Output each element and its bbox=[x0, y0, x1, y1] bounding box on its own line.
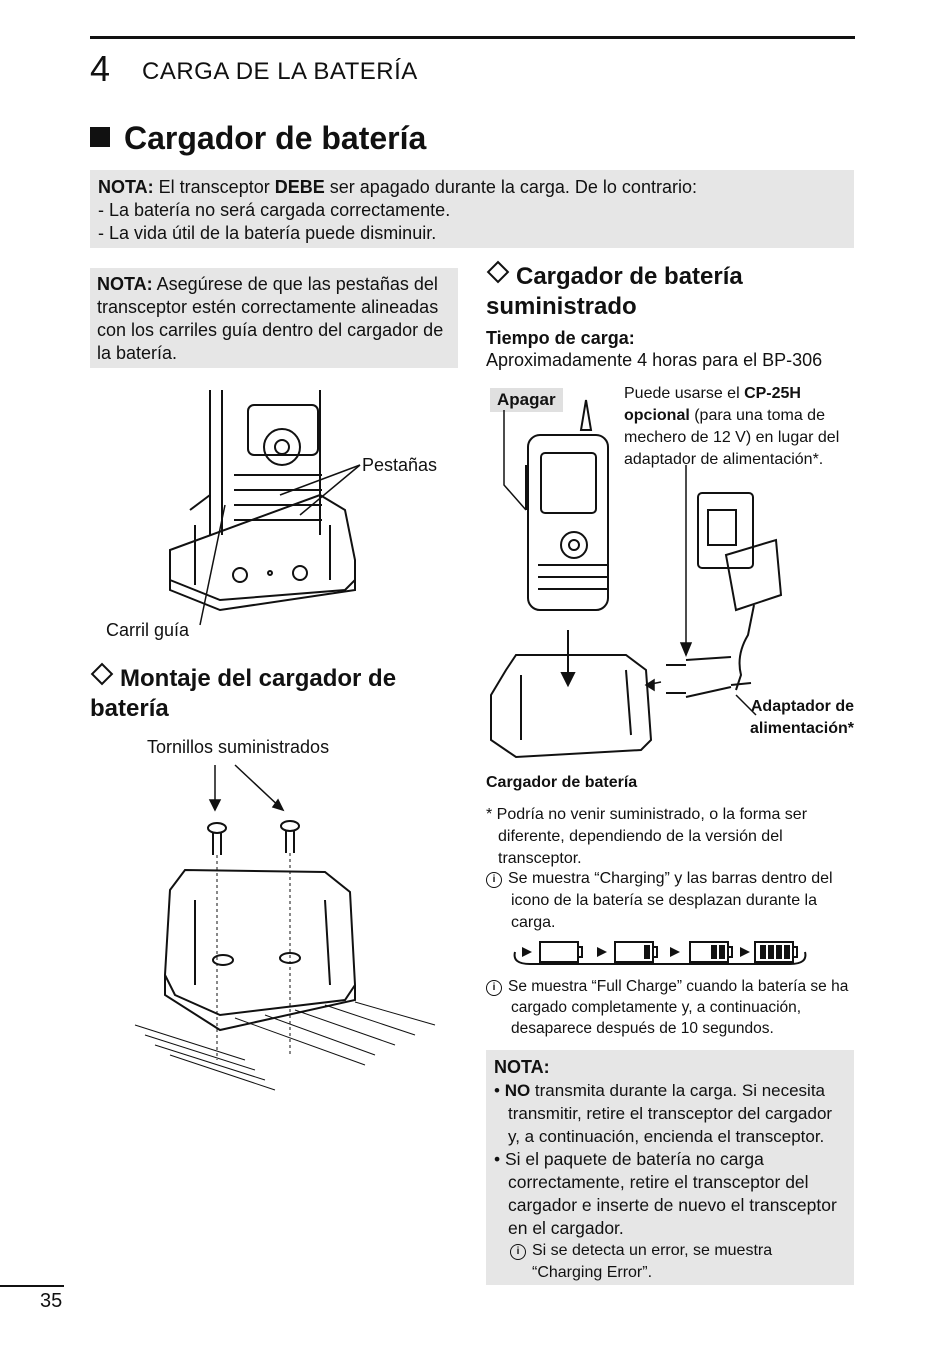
charger-label: Cargador de batería bbox=[486, 774, 638, 791]
charge-time-label: Tiempo de carga: bbox=[486, 328, 635, 348]
list-subitem: i Si se detecta un error, se muestra “Charging Error”. bbox=[494, 1240, 846, 1284]
note-charging-warnings: NOTA: • NO transmita durante la carga. Si necesita transmitir, retire el transceptor del cargador y, a continuación, encienda el transceptor. • Si el paquete de batería no carga correctamente, retire el transceptor del cargador e inserte de nuevo el transceptor en el cargador. i Si se detecta un error, se muestra “Charging Error”. bbox=[486, 1050, 854, 1285]
info-charging: i Se muestra “Charging” y las barras dentro del icono de la batería se desplazan durante la carga. bbox=[486, 868, 856, 934]
list-item: • Si el paquete de batería no carga correctamente, retire el transceptor del cargador e inserte de nuevo el transceptor en el cargador. bbox=[494, 1149, 837, 1238]
cp25h-note: Puede usarse el CP-25H opcional (para una toma de mechero de 12 V) en lugar del adaptador de alimentación*. bbox=[624, 385, 840, 468]
guide-rail-label: Carril guía bbox=[106, 620, 190, 640]
info-icon: i bbox=[486, 872, 502, 888]
note-tabs-alignment: NOTA: Asegúrese de que las pestañas del transceptor estén correctamente alineadas con los carriles guía dentro del cargador de la batería. bbox=[90, 268, 458, 368]
power-adapter-label: Adaptador de alimentación* bbox=[749, 698, 854, 737]
note-power-off: NOTA: El transceptor DEBE ser apagado durante la carga. De lo contrario: - La batería no será cargada correctamente. - La vida útil de la batería puede disminuir. bbox=[90, 170, 854, 248]
charger-mounting-figure bbox=[125, 760, 445, 1100]
chapter-title: CARGA DE LA BATERÍA bbox=[142, 58, 418, 85]
charge-time-text: Aproximadamente 4 horas para el BP-306 bbox=[486, 350, 823, 370]
tabs-label: Pestañas bbox=[362, 455, 438, 475]
square-bullet-icon bbox=[90, 127, 110, 147]
section-title: Cargador de batería bbox=[90, 120, 426, 157]
transceiver-in-charger-figure bbox=[150, 385, 450, 635]
info-icon: i bbox=[486, 980, 502, 996]
top-rule bbox=[90, 36, 855, 39]
list-item: • NO transmita durante la carga. Si necesita transmitir, retire el transceptor del cargador y, a continuación, encienda el transceptor. bbox=[494, 1081, 833, 1146]
info-icon: i bbox=[510, 1244, 526, 1260]
chapter-number: 4 bbox=[90, 48, 111, 89]
footnote: * Podría no venir suministrado, o la forma ser diferente, dependiendo de la versión del transceptor. bbox=[486, 806, 808, 867]
info-full-charge: i Se muestra “Full Charge” cuando la batería se ha cargado completamente y, a continuación, desaparece después de 10 segundos. bbox=[486, 976, 858, 1039]
diamond-bullet-icon bbox=[487, 261, 510, 284]
diamond-bullet-icon bbox=[91, 663, 114, 686]
power-off-label: Apagar bbox=[490, 388, 563, 412]
battery-charging-sequence bbox=[510, 936, 810, 968]
screws-label: Tornillos suministrados bbox=[147, 737, 330, 757]
mount-heading: Montaje del cargador de batería bbox=[90, 664, 450, 724]
supplied-charger-heading: Cargador de batería suministrado bbox=[486, 262, 856, 322]
page-number-rule bbox=[0, 1285, 64, 1287]
page-number: 35 bbox=[40, 1290, 63, 1312]
